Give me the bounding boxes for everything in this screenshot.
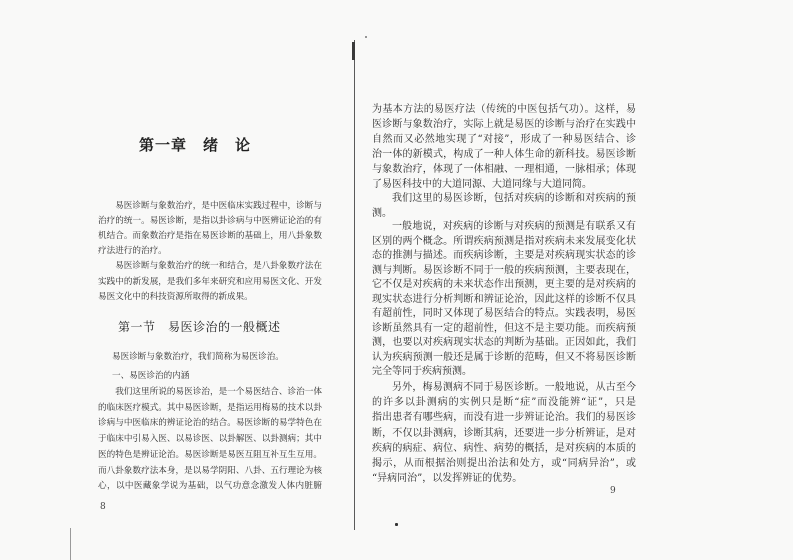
paragraph bbox=[98, 259, 322, 306]
text-line: 为基本方法的易医疗法（传统的中医包括气功）。这样，易 bbox=[372, 104, 636, 115]
text-line: 我们这里的易医诊断，包括对疾病的诊断和对疾病的预 bbox=[392, 193, 636, 204]
paragraph bbox=[98, 199, 322, 259]
text-line: 治疗的统一。易医诊断，是指以卦诊病与中医辨证论治的有 bbox=[98, 216, 322, 226]
text-line: 诊病与中医临床的辨证论治的结合。易医诊断的易学特色在 bbox=[98, 418, 322, 429]
text-line: 另外，梅易测病不同于易医诊断。一般地说，从古至今 bbox=[392, 382, 636, 393]
text-line: 易医诊断与象数治疗的统一和结合，是八卦象数疗法在 bbox=[115, 261, 322, 271]
paragraph bbox=[372, 220, 636, 380]
text-line: 疾病的病症、病位、病性、病势的概括，是对疾病的本质的 bbox=[372, 442, 636, 454]
text-line: 我们这里所说的易医诊治，是一个易医结合、诊治一体 bbox=[115, 387, 322, 397]
left-page bbox=[0, 0, 355, 560]
text-line: 测，也要以对疾病现实状态的判断为基础。正因如此，我们 bbox=[372, 337, 636, 348]
paragraph bbox=[372, 380, 636, 486]
scan-artifact bbox=[352, 42, 355, 60]
right-page bbox=[356, 0, 793, 560]
text-line: 现实状态进行分析判断和辨证论治，因此这样的诊断不仅具 bbox=[372, 293, 636, 305]
text-line: 有超前性，同时又体现了易医结合的特点。实践表明，易医 bbox=[372, 308, 636, 319]
subsection-title: 一、易医诊治的内涵 bbox=[112, 371, 190, 381]
text-line: 而八卦象数疗法本身，是以易学阴阳、八卦、五行理论为核 bbox=[98, 465, 322, 476]
text-line: 区别的两个概念。所谓疾病预测是指对疾病未来发展变化状 bbox=[372, 235, 636, 247]
chapter-title: 第一章 绪 论 bbox=[138, 136, 251, 154]
text-line: 心，以中医藏象学说为基础，以气功意念激发人体内脏腑 bbox=[98, 481, 322, 492]
text-line: “异病同治”，以发挥辨证的优势。 bbox=[372, 473, 523, 485]
text-line: 了易医科技中的大道同源、大道同缘与大道同简。 bbox=[372, 178, 592, 190]
scan-artifact bbox=[70, 528, 71, 560]
paragraph bbox=[98, 385, 322, 495]
text-line: 断，不仅以卦测病，诊断其病，还要进一步分析辨证，是对 bbox=[372, 427, 636, 439]
page-number: 8 bbox=[100, 502, 106, 512]
text-line: 一般地说，对疾病的诊断与对疾病的预测是有联系又有 bbox=[392, 221, 636, 232]
section-title: 第一节 易医诊治的一般概述 bbox=[118, 320, 281, 334]
scan-artifact bbox=[365, 36, 367, 38]
page-number: 9 bbox=[610, 486, 616, 496]
text-line: 它不仅是对疾病的未来状态作出预测，更主要的是对疾病的 bbox=[372, 279, 636, 290]
text-line: 于临床中引易入医、以易诊医、以卦解医、以卦测病；其中 bbox=[98, 434, 322, 445]
text-line: 认为疾病预测一般还是属于诊断的范畴，但又不将易医诊断 bbox=[372, 351, 636, 363]
text-line: 完全等同于疾病预测。 bbox=[372, 366, 472, 377]
text-line: 易医文化中的科技资源所取得的新成果。 bbox=[98, 292, 253, 302]
text-line: 医的特色是辨证论治。易医诊断是易医互阻互补互生互用。 bbox=[98, 449, 322, 460]
text-line: 与象数治疗，体现了一体相融、一理相通，一脉相承；体现 bbox=[372, 163, 636, 175]
text-line: 的临床医疗模式。其中易医诊断，是指运用梅易的技术以卦 bbox=[98, 402, 322, 413]
text-line: 指出患者有哪些病，而没有进一步辨证论治。我们的易医诊 bbox=[372, 412, 636, 424]
text-line: 易医诊断与象数治疗，是中医临床实践过程中，诊断与 bbox=[115, 201, 322, 211]
text-line: 测与判断。易医诊断不同于一般的疾病预测，主要表现在， bbox=[372, 264, 636, 276]
paragraph bbox=[372, 103, 636, 192]
text-line: 的许多以卦测病的实例只是断“症”而没能辨“证”，只是 bbox=[372, 397, 636, 409]
text-line: 机结合。而象数治疗是指在易医诊断的基础上，用八卦象数 bbox=[98, 231, 322, 241]
section-intro: 易医诊断与象数治疗，我们简称为易医诊治。 bbox=[112, 352, 284, 362]
text-line: 疗法进行的治疗。 bbox=[98, 246, 167, 256]
text-line: 态的推测与描述。而疾病诊断，主要是对疾病现实状态的诊 bbox=[372, 250, 636, 261]
text-line: 诊断虽然具有一定的超前性，但这不是主要功能。而疾病预 bbox=[372, 322, 636, 334]
text-line: 揭示，从而根据治则提出治法和处方，或“同病异治”，或 bbox=[372, 458, 636, 470]
scan-artifact bbox=[395, 523, 398, 526]
text-line: 医诊断与象数治疗，实际上就是易医的诊断与治疗在实践中 bbox=[372, 118, 636, 130]
text-line: 实践中的新发展，是我们多年来研究和应用易医文化、开发 bbox=[98, 276, 322, 287]
paragraph bbox=[372, 192, 636, 221]
text-line: 自然而又必然地实现了“对接”，形成了一种易医结合、诊 bbox=[372, 133, 636, 145]
text-line: 治一体的新模式，构成了一种人体生命的新科技。易医诊断 bbox=[372, 148, 636, 160]
text-line: 测。 bbox=[372, 207, 392, 219]
